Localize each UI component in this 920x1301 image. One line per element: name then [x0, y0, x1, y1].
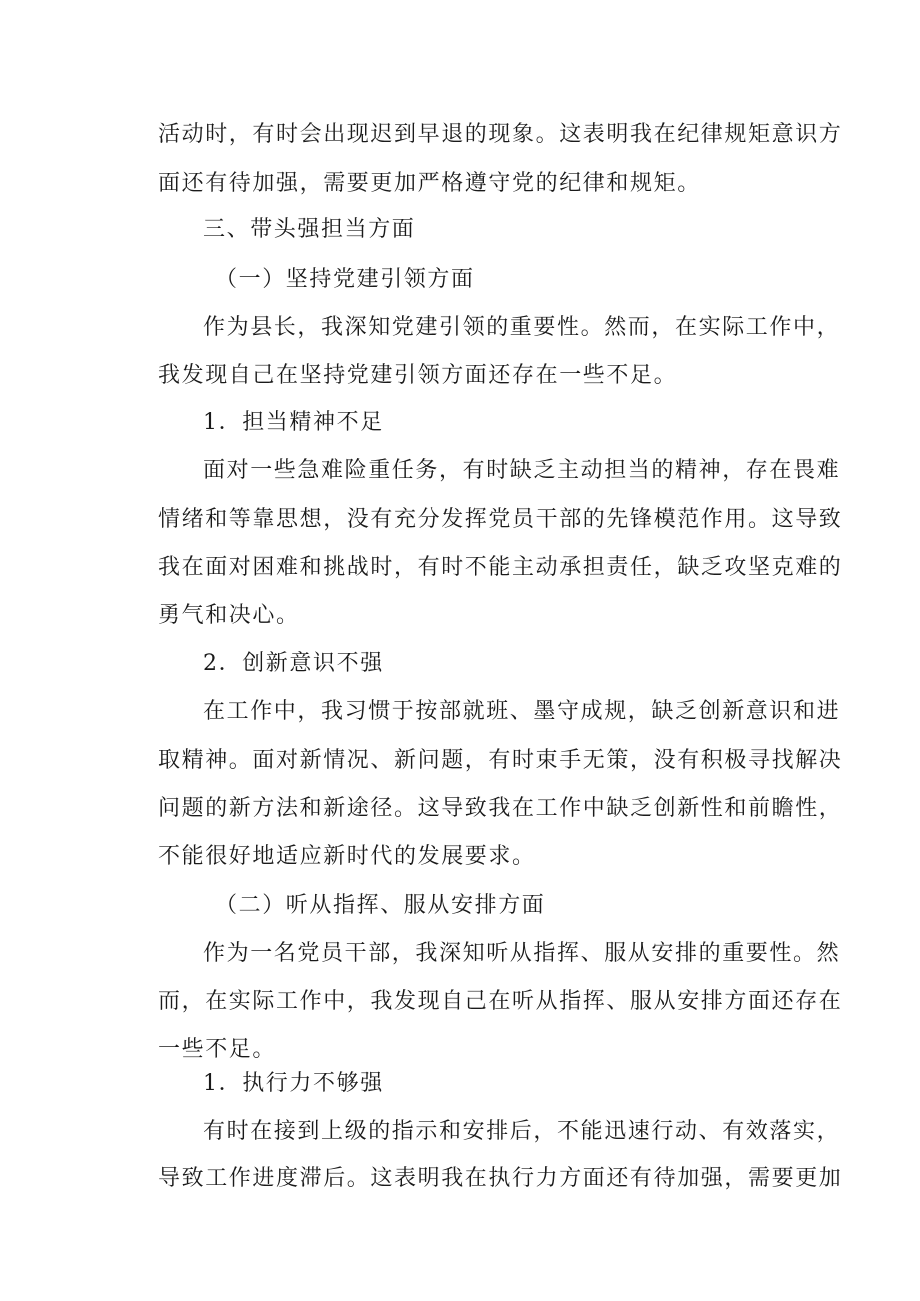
paragraph-line: 作为一名党员干部，我深知听从指挥、服从安排的重要性。然	[203, 941, 841, 966]
paragraph-line: 面对一些急难险重任务，有时缺乏主动担当的精神，存在畏难	[203, 458, 841, 483]
paragraph-line: 在工作中，我习惯于按部就班、墨守成规，缺乏创新意识和进	[203, 699, 841, 724]
item-heading: 1．担当精神不足	[203, 410, 384, 435]
paragraph-line: 面还有待加强，需要更加严格遵守党的纪律和规矩。	[158, 171, 701, 196]
subsection-heading: （二）听从指挥、服从安排方面	[215, 893, 546, 918]
item-heading: 1．执行力不够强	[203, 1071, 384, 1096]
item-heading: 2．创新意识不强	[203, 651, 384, 676]
paragraph-line: 我发现自己在坚持党建引领方面还存在一些不足。	[158, 363, 678, 388]
paragraph-line: 取精神。面对新情况、新问题，有时束手无策，没有积极寻找解决	[158, 748, 843, 773]
paragraph-line: 问题的新方法和新途径。这导致我在工作中缺乏创新性和前瞻性，	[158, 796, 843, 821]
paragraph-line: 导致工作进度滞后。这表明我在执行力方面还有待加强，需要更加	[158, 1166, 843, 1191]
paragraph-line: 而，在实际工作中，我发现自己在听从指挥、服从安排方面还存在	[158, 989, 843, 1014]
paragraph-line: 我在面对困难和挑战时，有时不能主动承担责任，缺乏攻坚克难的	[158, 555, 843, 580]
paragraph-line: 不能很好地适应新时代的发展要求。	[158, 844, 536, 869]
paragraph-line: 勇气和决心。	[158, 603, 300, 628]
section-heading: 三、带头强担当方面	[203, 217, 416, 242]
paragraph-line: 一些不足。	[158, 1037, 277, 1062]
paragraph-line: 活动时，有时会出现迟到早退的现象。这表明我在纪律规矩意识方	[158, 122, 843, 147]
subsection-heading: （一）坚持党建引领方面	[215, 267, 475, 292]
paragraph-line: 情绪和等靠思想，没有充分发挥党员干部的先锋模范作用。这导致	[158, 507, 843, 532]
paragraph-line: 作为县长，我深知党建引领的重要性。然而，在实际工作中，	[203, 315, 841, 340]
paragraph-line: 有时在接到上级的指示和安排后，不能迅速行动、有效落实，	[203, 1119, 841, 1144]
